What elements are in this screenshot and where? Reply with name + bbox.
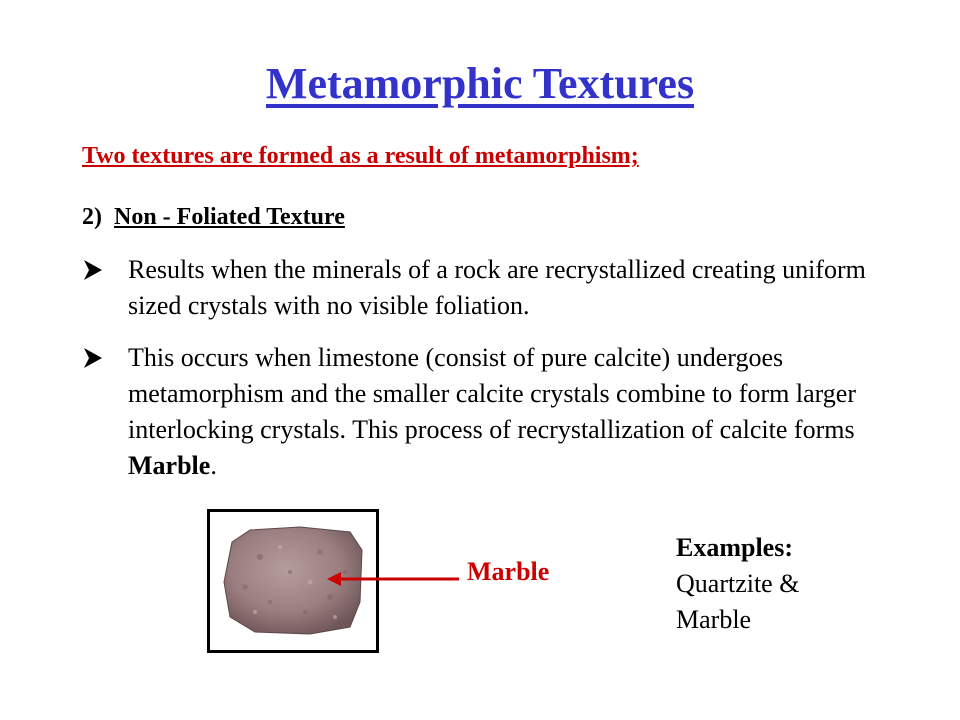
bullet-text-end: . — [210, 451, 217, 480]
bullet-text — [128, 340, 882, 484]
bullet-item — [82, 252, 882, 324]
bullet-text-part: This occurs when limestone (consist of pure calcite) undergoes metamorphism and the smaller calcite crystals combine to form larger interlocking crystals. This process of recrystallization of calcite forms — [128, 343, 856, 444]
left-arrow-icon — [325, 566, 460, 592]
arrow-bullet-icon — [82, 346, 104, 370]
slide-title-text: Metamorphic Textures — [265, 59, 695, 108]
slide-subtitle: Two textures are formed as a result of metamorphism; — [82, 143, 639, 169]
section-heading — [82, 204, 345, 231]
marble-label: Marble — [467, 557, 550, 586]
section-name: Non - Foliated Texture — [114, 204, 345, 230]
examples-line: Marble — [676, 605, 752, 634]
bullet-bold-term: Marble — [128, 451, 211, 480]
arrow-bullet-icon — [82, 258, 104, 282]
examples-line: Quartzite & — [676, 569, 800, 598]
bullet-item — [82, 340, 882, 484]
bullet-text: Results when the minerals of a rock are recrystallized creating uniform sized crystals with no visible foliation. — [128, 255, 866, 320]
examples-box — [676, 530, 846, 638]
slide-title — [0, 58, 960, 109]
section-number: 2) — [82, 204, 102, 230]
examples-heading: Examples: — [676, 533, 793, 562]
